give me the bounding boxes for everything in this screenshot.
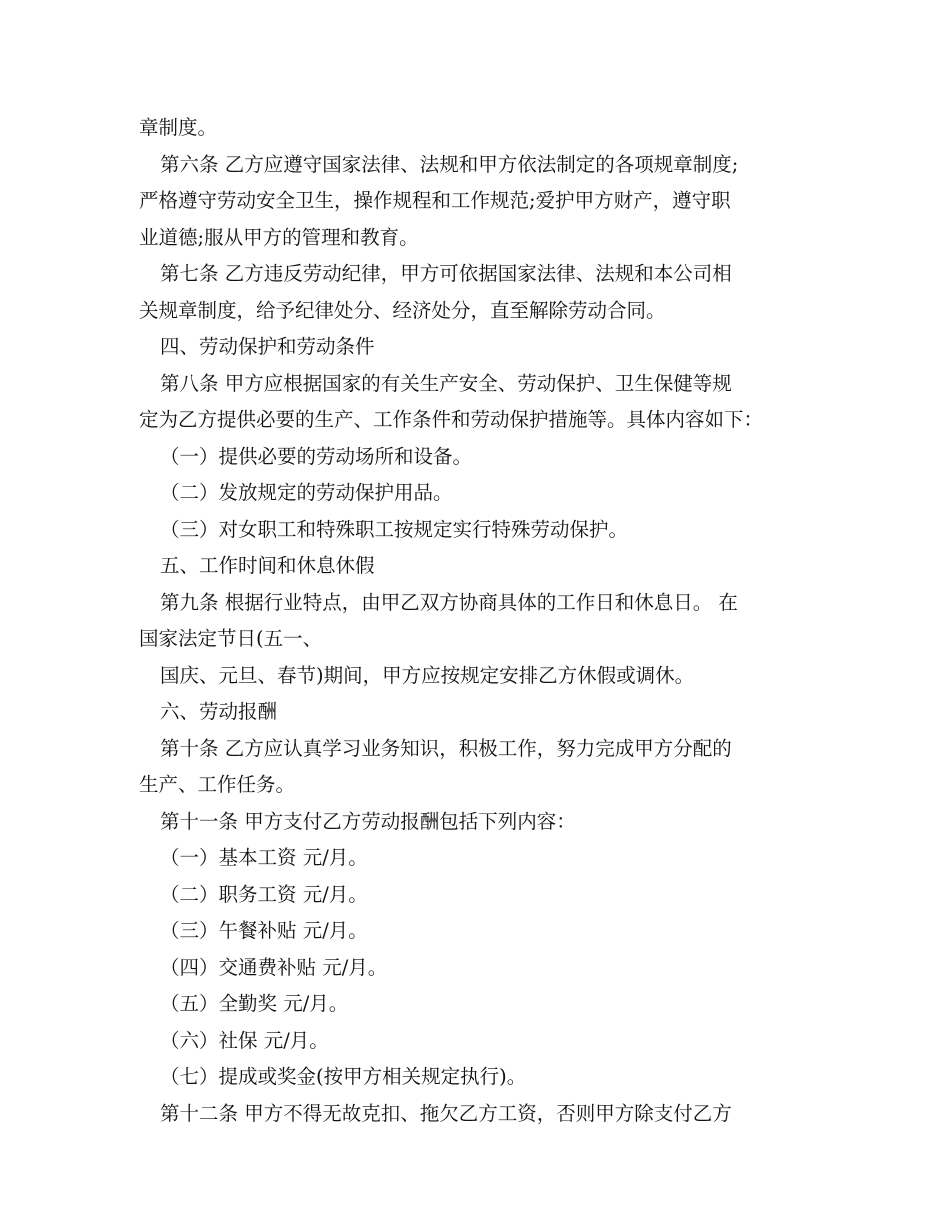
document-page bbox=[139, 110, 819, 1132]
paragraph-line: 生产、工作任务。 bbox=[139, 773, 296, 796]
list-item: （一）提供必要的劳动场所和设备。 bbox=[160, 444, 473, 468]
section-heading: 六、劳动报酬 bbox=[160, 700, 278, 723]
list-item: （三）对女职工和特殊职工按规定实行特殊劳动保护。 bbox=[160, 517, 629, 541]
list-item: （四）交通费补贴 元/月。 bbox=[160, 955, 388, 979]
section-heading: 四、劳动保护和劳动条件 bbox=[160, 335, 375, 358]
paragraph-line: 第九条 根据行业特点，由甲乙双方协商具体的工作日和休息日。 在 bbox=[160, 590, 738, 614]
list-item: （二）发放规定的劳动保护用品。 bbox=[160, 481, 453, 504]
paragraph-line: 章制度。 bbox=[139, 116, 218, 139]
section-heading: 五、工作时间和休息休假 bbox=[160, 554, 375, 577]
list-item: （二）职务工资 元/月。 bbox=[160, 882, 368, 906]
paragraph-line: 业道德;服从甲方的管理和教育。 bbox=[139, 225, 419, 249]
paragraph-line: 第十二条 甲方不得无故克扣、拖欠乙方工资，否则甲方除支付乙方 bbox=[160, 1101, 732, 1125]
paragraph-line: 定为乙方提供必要的生产、工作条件和劳动保护措施等。具体内容如下： bbox=[139, 408, 764, 431]
paragraph-line: 国家法定节日(五一、 bbox=[139, 627, 323, 650]
paragraph-line: 严格遵守劳动安全卫生，操作规程和工作规范;爱护甲方财产，遵守职 bbox=[139, 189, 731, 212]
paragraph-line: 关规章制度，给予纪律处分、经济处分，直至解除劳动合同。 bbox=[139, 298, 666, 322]
paragraph-line: 第十条 乙方应认真学习业务知识，积极工作，努力完成甲方分配的 bbox=[160, 736, 732, 760]
paragraph-line: 第七条 乙方违反劳动纪律，甲方可依据国家法律、法规和本公司相 bbox=[160, 262, 732, 285]
list-item: （三）午餐补贴 元/月。 bbox=[160, 919, 368, 942]
list-item: （七）提成或奖金(按甲方相关规定执行)。 bbox=[160, 1065, 527, 1088]
paragraph-line: 第八条 甲方应根据国家的有关生产安全、劳动保护、卫生保健等规 bbox=[160, 371, 732, 395]
list-item: （一）基本工资 元/月。 bbox=[160, 846, 368, 869]
list-item: （六）社保 元/月。 bbox=[160, 1028, 329, 1052]
paragraph-line: 国庆、元旦、春节)期间，甲方应按规定安排乙方休假或调休。 bbox=[160, 663, 695, 687]
paragraph-line: 第十一条 甲方支付乙方劳动报酬包括下列内容： bbox=[160, 809, 576, 833]
paragraph-line: 第六条 乙方应遵守国家法律、法规和甲方依法制定的各项规章制度; bbox=[160, 152, 739, 176]
list-item: （五）全勤奖 元/月。 bbox=[160, 992, 349, 1015]
